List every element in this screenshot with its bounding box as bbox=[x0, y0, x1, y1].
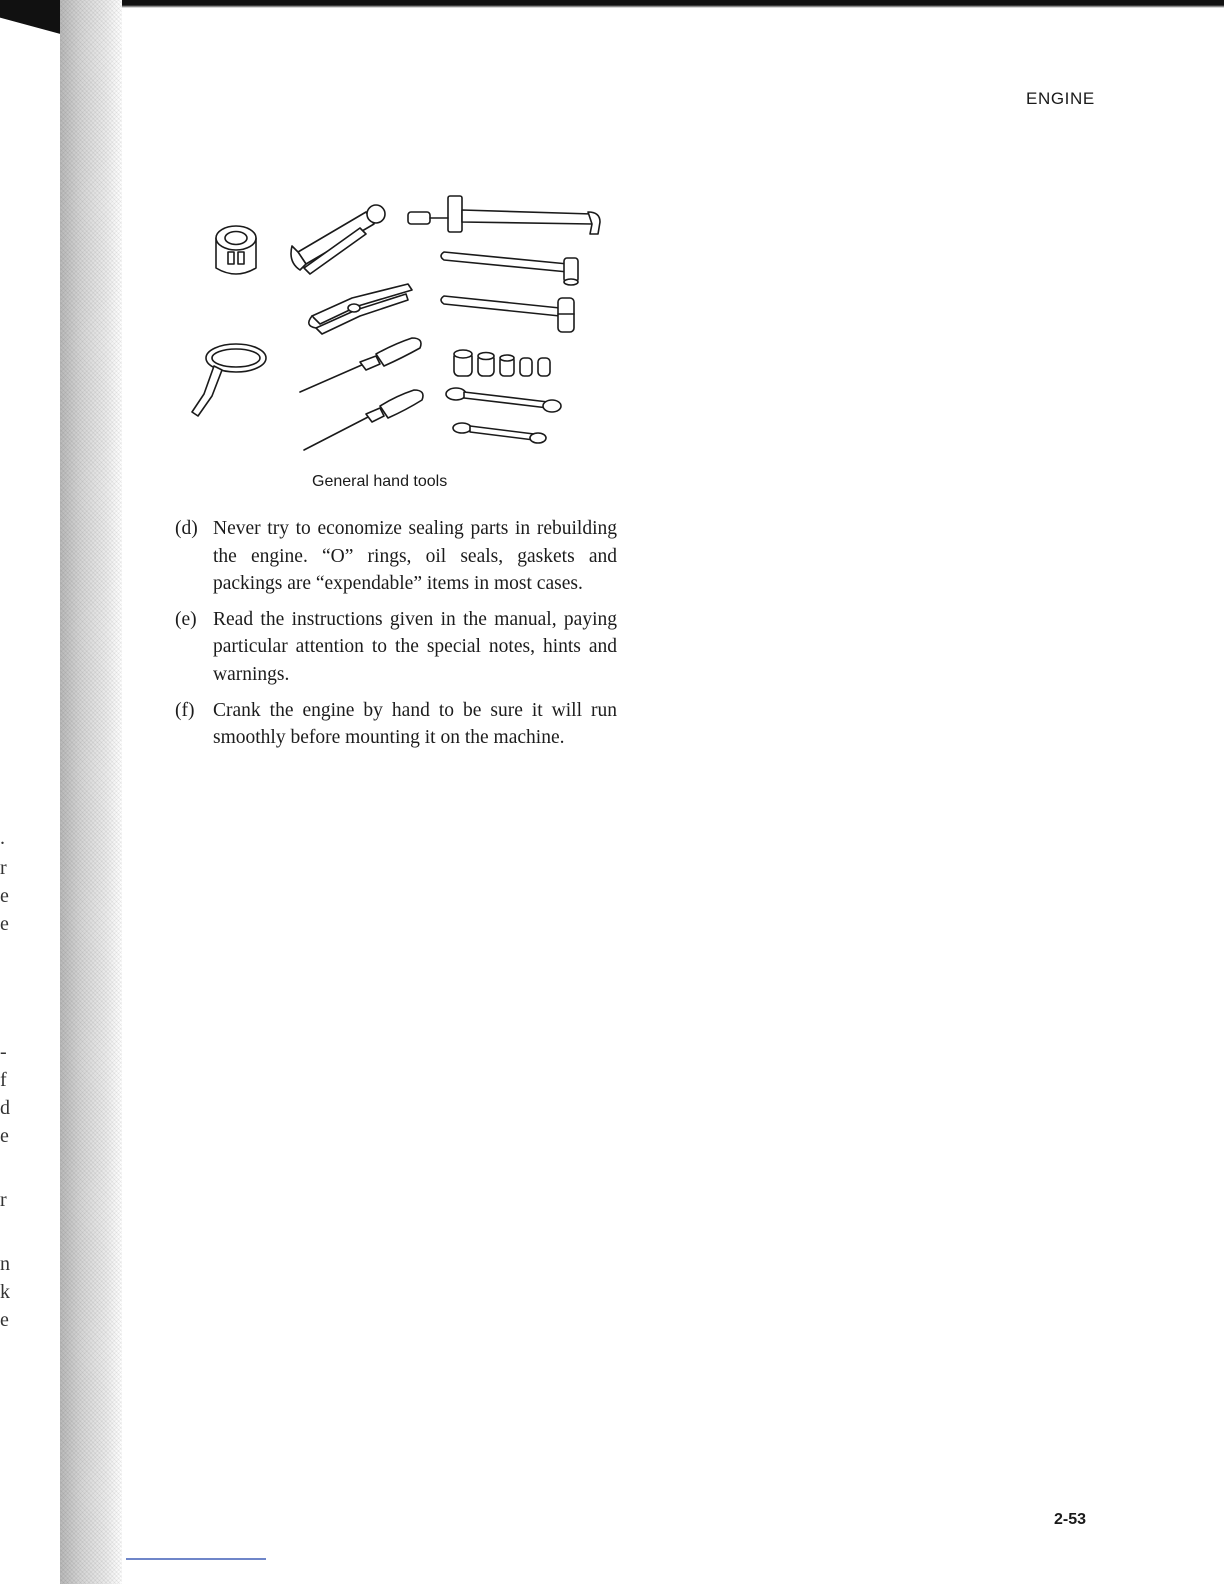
facing-page-letter: . bbox=[0, 827, 5, 849]
top-shadow-edge bbox=[0, 0, 1224, 8]
facing-page-letter: e bbox=[0, 913, 9, 935]
pliers-icon bbox=[309, 284, 412, 334]
filter-wrench-icon bbox=[192, 344, 266, 416]
hand-tools-illustration bbox=[180, 188, 620, 458]
mallet-icon bbox=[441, 296, 574, 332]
footer-rule bbox=[126, 1558, 266, 1560]
hammer-icon bbox=[441, 252, 578, 285]
box-wrench-icon bbox=[453, 423, 546, 443]
binding-spine-shadow bbox=[60, 0, 122, 1584]
facing-page-letter: r bbox=[0, 1189, 7, 1211]
list-item bbox=[175, 515, 617, 598]
facing-page-letter: d bbox=[0, 1097, 10, 1119]
facing-page-letter: e bbox=[0, 1125, 9, 1147]
running-head: ENGINE bbox=[1026, 89, 1095, 108]
facing-page-letter: e bbox=[0, 885, 9, 907]
list-item-tag: (f) bbox=[175, 699, 195, 721]
facing-page-letter: f bbox=[0, 1069, 7, 1091]
list-item-tag: (e) bbox=[175, 608, 197, 630]
facing-page-letter: k bbox=[0, 1281, 10, 1303]
list-item bbox=[175, 606, 617, 689]
facing-page-letter: n bbox=[0, 1253, 10, 1275]
list-item-text: Never try to economize sealing parts in rebuilding the engine. “O” rings, oil seals, gaskets and packings are “expendable” items in most cases. bbox=[213, 518, 617, 595]
box-wrench-icon bbox=[446, 388, 561, 412]
screwdriver-icon bbox=[304, 390, 423, 450]
facing-page-letter: e bbox=[0, 1309, 9, 1331]
facing-page-letter: - bbox=[0, 1041, 7, 1063]
page-number: 2-53 bbox=[1054, 1511, 1087, 1528]
list-item-tag: (d) bbox=[175, 518, 198, 539]
facing-page-margin-letters bbox=[0, 800, 14, 1360]
screwdriver-icon bbox=[300, 338, 421, 392]
list-item bbox=[175, 697, 617, 752]
list-item-text: Crank the engine by hand to be sure it will run smoothly before mounting it on the machine. bbox=[213, 699, 617, 749]
torque-wrench-icon bbox=[408, 196, 600, 234]
facing-page-letter: r bbox=[0, 857, 7, 879]
instruction-list bbox=[175, 515, 617, 760]
socket-set-icon bbox=[454, 350, 550, 376]
list-item-text: Read the instructions given in the manual, paying particular attention to the special notes, hints and warnings. bbox=[213, 608, 617, 685]
open-end-wrench-icon bbox=[291, 205, 385, 274]
figure-caption: General hand tools bbox=[312, 473, 448, 490]
socket-icon bbox=[216, 226, 256, 274]
